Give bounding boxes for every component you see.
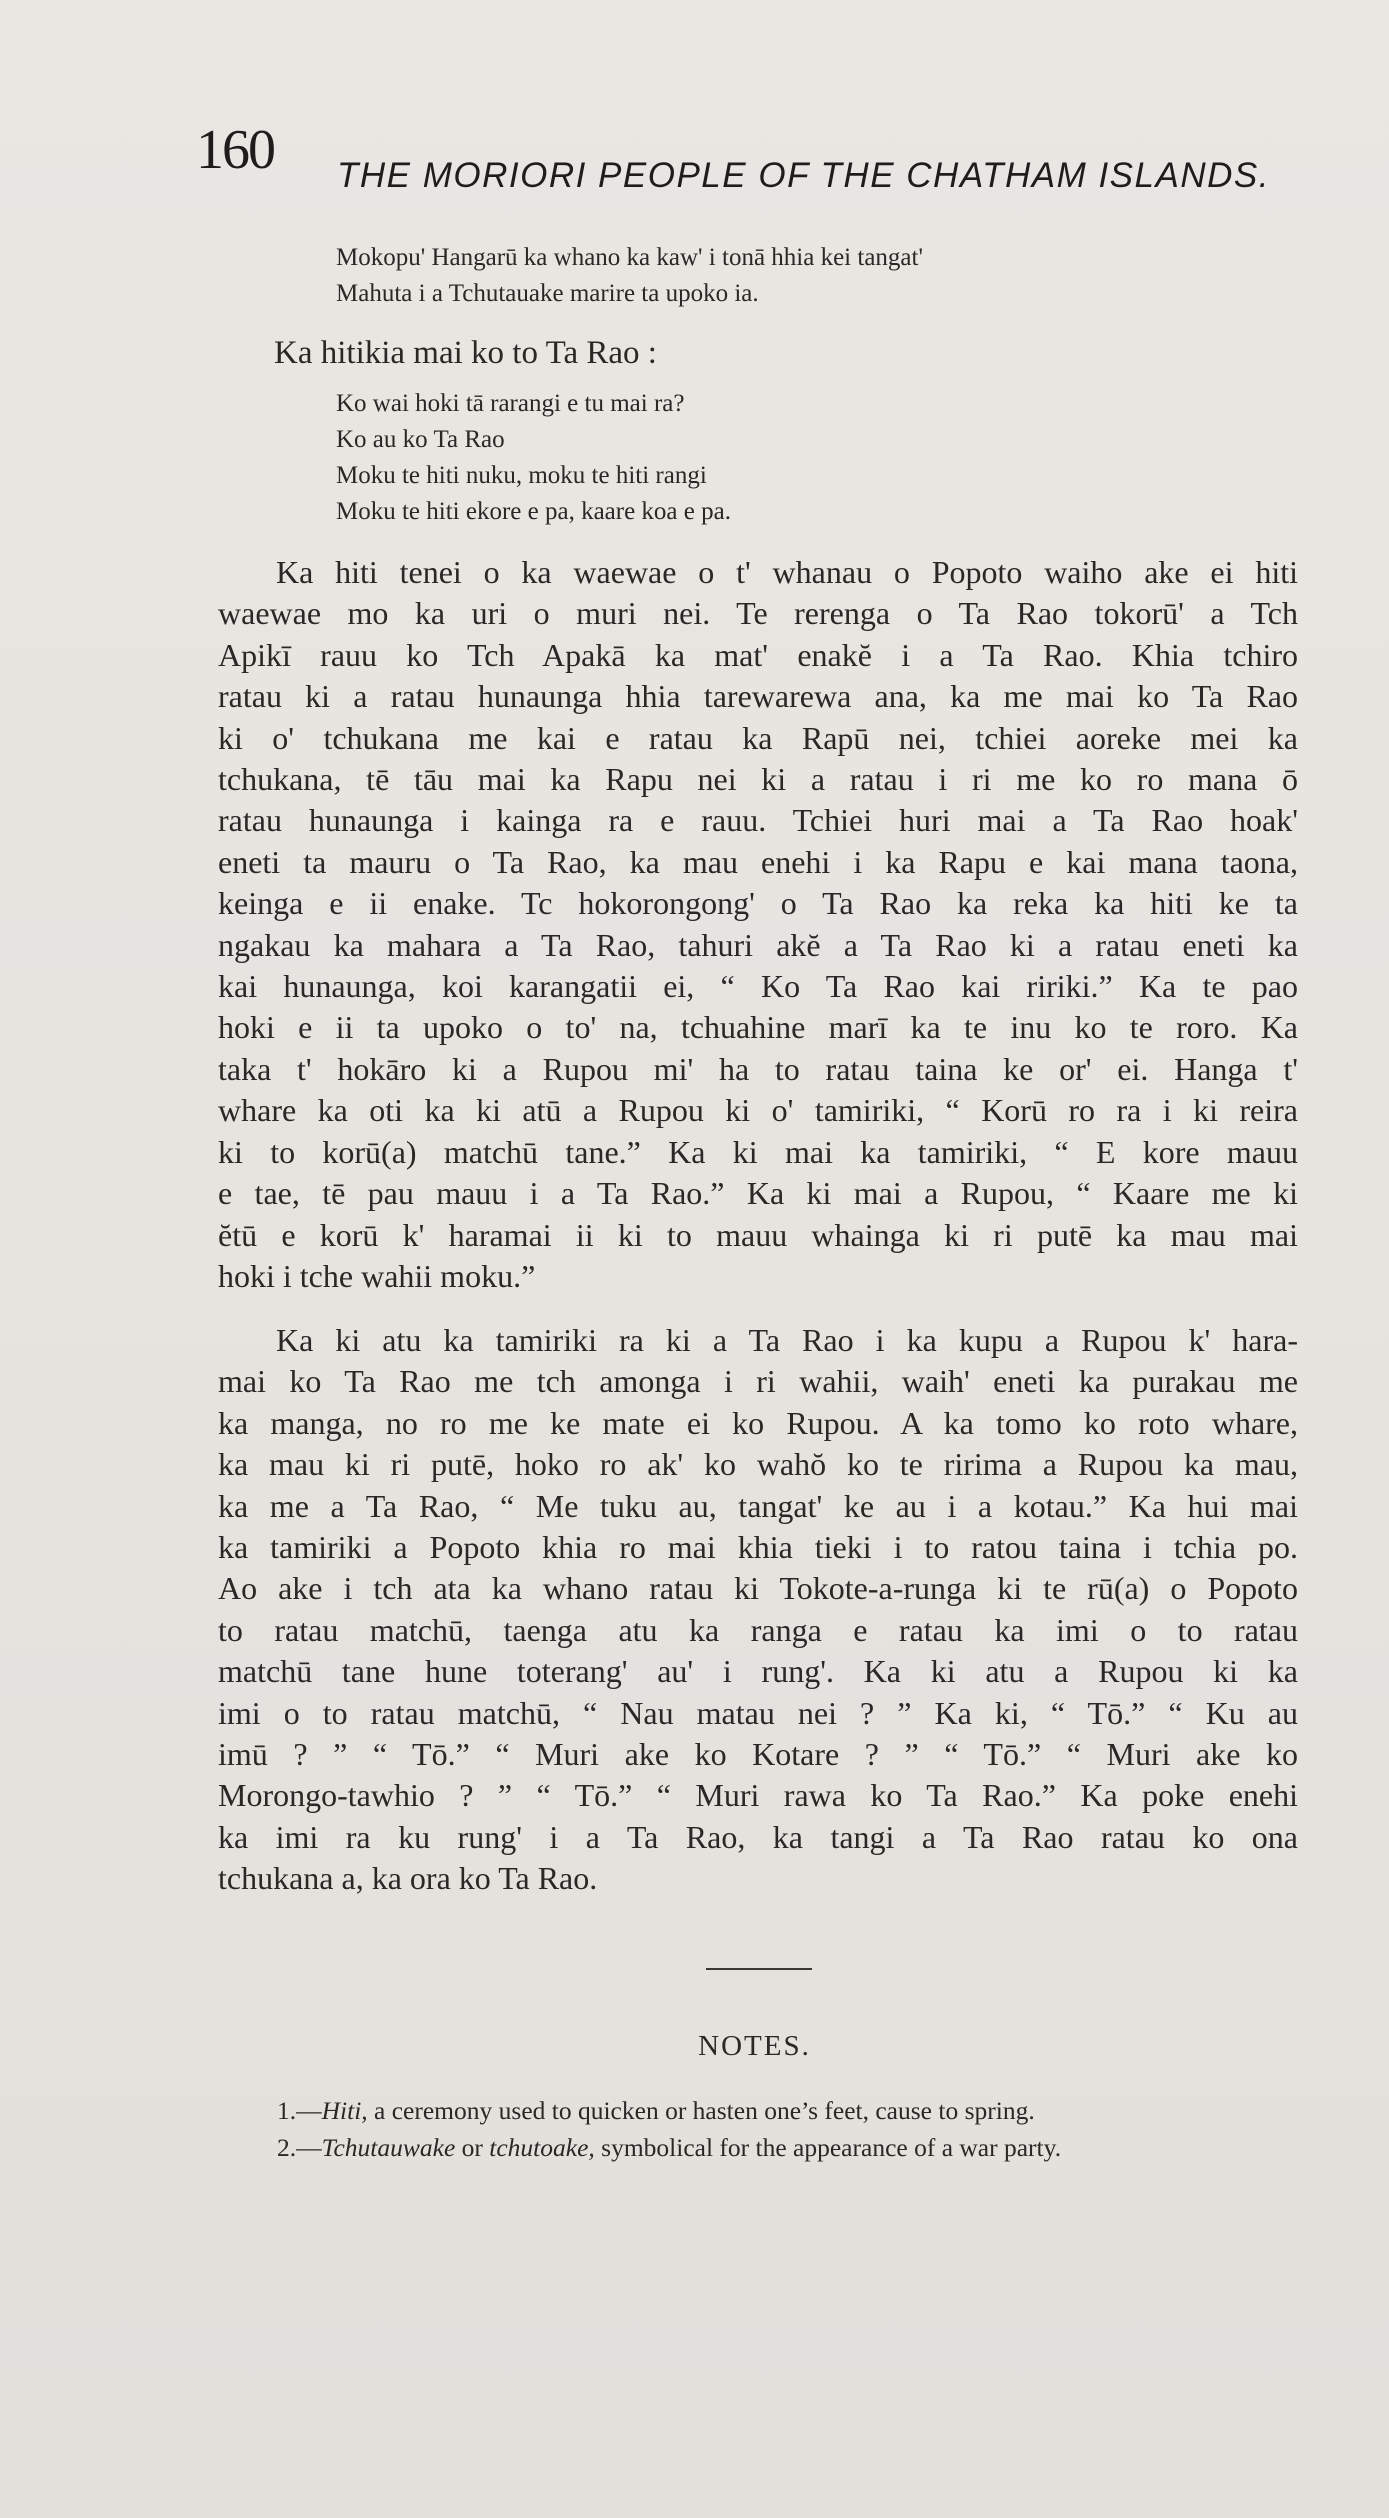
text-line: hoki e ii ta upoko o to' na, tchuahine marī ka te inu ko te roro. Ka xyxy=(218,1009,1298,1046)
text-line: ka manga, no ro me ke mate ei ko Rupou. A ka tomo ko roto whare, xyxy=(218,1404,1298,1441)
verse-line: Moku te hiti nuku, moku te hiti rangi xyxy=(336,462,707,489)
text-line: whare ka oti ka ki atū a Rupou ki o' tamiriki, “ Korū ro ra i ki reira xyxy=(218,1092,1298,1129)
text-line: taka t' hokāro ki a Rupou mi' ha to ratau taina ke or' ei. Hanga t' xyxy=(218,1050,1298,1087)
text-line: Ao ake i tch ata ka whano ratau ki Tokote-a-runga ki te rū(a) o Popoto xyxy=(218,1570,1298,1607)
note-text: symbolical for the appearance of a war party. xyxy=(594,2133,1062,2162)
section-divider xyxy=(706,1968,812,1970)
text-line: eneti ta mauru o Ta Rao, ka mau enehi i ka Rapu e kai mana taona, xyxy=(218,843,1298,880)
text-line: ngakau ka mahara a Ta Rao, tahuri akĕ a Ta Rao ki a ratau eneti ka xyxy=(218,926,1298,963)
text-line: kai hunaunga, koi karangatii ei, “ Ko Ta Rao kai ririki.” Ka te pao xyxy=(218,968,1298,1005)
note-1 xyxy=(277,2096,1035,2126)
paragraph-1 xyxy=(218,552,1298,1297)
note-term: Hiti, xyxy=(321,2096,368,2125)
text-line: tchukana, tē tāu mai ka Rapu nei ki a ratau i ri me ko ro mana ō xyxy=(218,761,1298,798)
verse-line: Moku te hiti ekore e pa, kaare koa e pa. xyxy=(336,498,731,525)
verse-line: Ko wai hoki tā rarangi e tu mai ra? xyxy=(336,390,685,417)
text-line: ka me a Ta Rao, “ Me tuku au, tangat' ke au i a kotau.” Ka hui mai xyxy=(218,1487,1298,1524)
page-number: 160 xyxy=(196,119,274,181)
notes-heading: NOTES. xyxy=(698,2030,811,2062)
verse-line: Mokopu' Hangarū ka whano ka kaw' i tonā hhia kei tangat' xyxy=(336,244,923,271)
note-text: or xyxy=(455,2133,490,2162)
text-line: imi o to ratau matchū, “ Nau matau nei ? ” Ka ki, “ Tō.” “ Ku au xyxy=(218,1694,1298,1731)
note-marker: 1.— xyxy=(277,2096,322,2125)
verse-block-b xyxy=(336,386,731,530)
verse-line: Mahuta i a Tchutauake marire ta upoko ia. xyxy=(336,280,759,307)
text-line: ka mau ki ri putē, hoko ro ak' ko wahŏ ko te ririma a Rupou ka mau, xyxy=(218,1446,1298,1483)
verse-intro: Ka hitikia mai ko to Ta Rao : xyxy=(274,335,657,371)
text-line: imū ? ” “ Tō.” “ Muri ake ko Kotare ? ” “ Tō.” “ Muri ake ko xyxy=(218,1736,1298,1773)
text-line: to ratau matchū, taenga atu ka ranga e ratau ka imi o to ratau xyxy=(218,1611,1298,1648)
running-title: THE MORIORI PEOPLE OF THE CHATHAM ISLANDS. xyxy=(337,156,1270,195)
text-line: ki to korū(a) matchū tane.” Ka ki mai ka tamiriki, “ E kore mauu xyxy=(218,1133,1298,1170)
note-term-alt: tchutoake, xyxy=(489,2133,595,2162)
text-line: ratau hunaunga i kainga ra e rauu. Tchiei huri mai a Ta Rao hoak' xyxy=(218,802,1298,839)
note-term: Tchutauwake xyxy=(321,2133,456,2162)
note-2 xyxy=(277,2133,1061,2163)
text-line: ĕtū e korū k' haramai ii ki to mauu whainga ki ri putē ka mau mai xyxy=(218,1216,1298,1253)
text-line: matchū tane hune toterang' au' i rung'. Ka ki atu a Rupou ki ka xyxy=(218,1653,1298,1690)
note-text: a ceremony used to quicken or hasten one’s feet, cause to spring. xyxy=(367,2096,1035,2125)
text-line: mai ko Ta Rao me tch amonga i ri wahii, waih' eneti ka purakau me xyxy=(218,1363,1298,1400)
verse-line: Ko au ko Ta Rao xyxy=(336,426,505,453)
text-line: ki o' tchukana me kai e ratau ka Rapū nei, tchiei aoreke mei ka xyxy=(218,719,1298,756)
text-line: keinga e ii enake. Tc hokorongong' o Ta Rao ka reka ka hiti ke ta xyxy=(218,885,1298,922)
text-line: ka tamiriki a Popoto khia ro mai khia tieki i to ratou taina i tchia po. xyxy=(218,1529,1298,1566)
text-line: Apikī rauu ko Tch Apakā ka mat' enakĕ i a Ta Rao. Khia tchiro xyxy=(218,636,1298,673)
paragraph-2 xyxy=(218,1320,1298,1900)
text-line: hoki i tche wahii moku.” xyxy=(218,1257,536,1294)
verse-block-a xyxy=(336,240,923,312)
text-line: Ka ki atu ka tamiriki ra ki a Ta Rao i ka kupu a Rupou k' hara- xyxy=(276,1322,1298,1358)
note-marker: 2.— xyxy=(277,2133,322,2162)
text-line: Morongo-tawhio ? ” “ Tō.” “ Muri rawa ko Ta Rao.” Ka poke enehi xyxy=(218,1777,1298,1814)
text-line: e tae, tē pau mauu i a Ta Rao.” Ka ki mai a Rupou, “ Kaare me ki xyxy=(218,1175,1298,1212)
text-line: ka imi ra ku rung' i a Ta Rao, ka tangi a Ta Rao ratau ko ona xyxy=(218,1818,1298,1855)
text-line: waewae mo ka uri o muri nei. Te rerenga o Ta Rao tokorū' a Tch xyxy=(218,595,1298,632)
text-line: tchukana a, ka ora ko Ta Rao. xyxy=(218,1860,598,1897)
text-line: Ka hiti tenei o ka waewae o t' whanau o Popoto waiho ake ei hiti xyxy=(276,554,1298,590)
text-line: ratau ki a ratau hunaunga hhia tarewarewa ana, ka me mai ko Ta Rao xyxy=(218,678,1298,715)
